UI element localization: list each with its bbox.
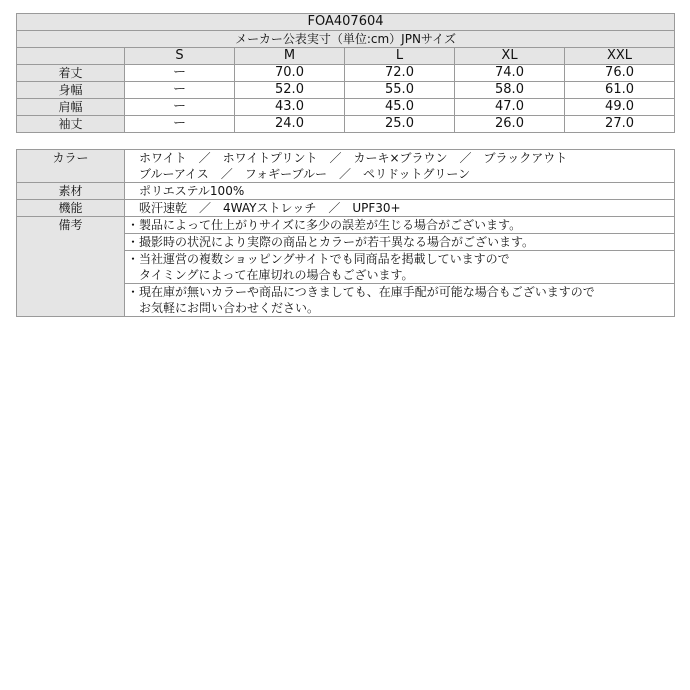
size-cell: 47.0 [455,99,565,116]
corner-cell [17,48,125,65]
function-row [17,200,675,217]
note-2: ・撮影時の状況により実際の商品とカラーが若干異なる場合がございます。 [125,234,675,251]
row-label: 袖丈 [17,116,125,133]
size-cell: 43.0 [235,99,345,116]
size-row-shoulder [17,99,675,116]
row-label: 身幅 [17,82,125,99]
row-label: 着丈 [17,65,125,82]
size-header-l: L [345,48,455,65]
size-row-length [17,65,675,82]
size-cell: 58.0 [455,82,565,99]
material-label: 素材 [17,183,125,200]
detail-table [16,149,675,317]
size-cell: 49.0 [565,99,675,116]
size-header-row [17,48,675,65]
size-header-xxl: XXL [565,48,675,65]
size-header-s: S [125,48,235,65]
size-header-xl: XL [455,48,565,65]
note-4-line-2: お気軽にお問い合わせください。 [127,301,320,315]
size-row-width [17,82,675,99]
material-value: ポリエステル100% [125,183,675,200]
size-cell: ー [125,99,235,116]
notes-label: 備考 [17,217,125,317]
size-cell: 26.0 [455,116,565,133]
note-4 [125,284,675,317]
size-cell: ー [125,65,235,82]
note-4-line-1: ・現在庫が無いカラーや商品につきましても、在庫手配が可能な場合もございますので [127,285,595,299]
material-row [17,183,675,200]
size-cell: 55.0 [345,82,455,99]
color-value [125,150,675,183]
size-cell: 52.0 [235,82,345,99]
size-header-m: M [235,48,345,65]
function-label: 機能 [17,200,125,217]
size-cell: 27.0 [565,116,675,133]
size-cell: 74.0 [455,65,565,82]
size-row-sleeve [17,116,675,133]
color-row [17,150,675,183]
color-label: カラー [17,150,125,183]
size-table [16,13,675,133]
product-code: FOA407604 [17,14,675,31]
note-1: ・製品によって仕上がりサイズに多少の誤差が生じる場合がございます。 [125,217,675,234]
size-table-subtitle: メーカー公表実寸（単位:cm）JPNサイズ [17,31,675,48]
note-3-line-2: タイミングによって在庫切れの場合もございます。 [127,268,414,282]
size-cell: 25.0 [345,116,455,133]
notes-row [17,217,675,234]
size-cell: 72.0 [345,65,455,82]
function-value: 吸汗速乾 ／ 4WAYストレッチ ／ UPF30+ [125,200,675,217]
note-3 [125,251,675,284]
color-line-1: ホワイト ／ ホワイトプリント ／ カーキ×ブラウン ／ ブラックアウト [139,151,568,165]
note-3-line-1: ・当社運営の複数ショッピングサイトでも同商品を掲載していますので [127,252,510,266]
size-cell: 45.0 [345,99,455,116]
size-cell: 24.0 [235,116,345,133]
size-cell: 70.0 [235,65,345,82]
size-cell: ー [125,116,235,133]
color-line-2: ブルーアイス ／ フォギーブルー ／ ペリドットグリーン [139,167,471,181]
row-label: 肩幅 [17,99,125,116]
size-cell: 61.0 [565,82,675,99]
size-cell: ー [125,82,235,99]
size-cell: 76.0 [565,65,675,82]
